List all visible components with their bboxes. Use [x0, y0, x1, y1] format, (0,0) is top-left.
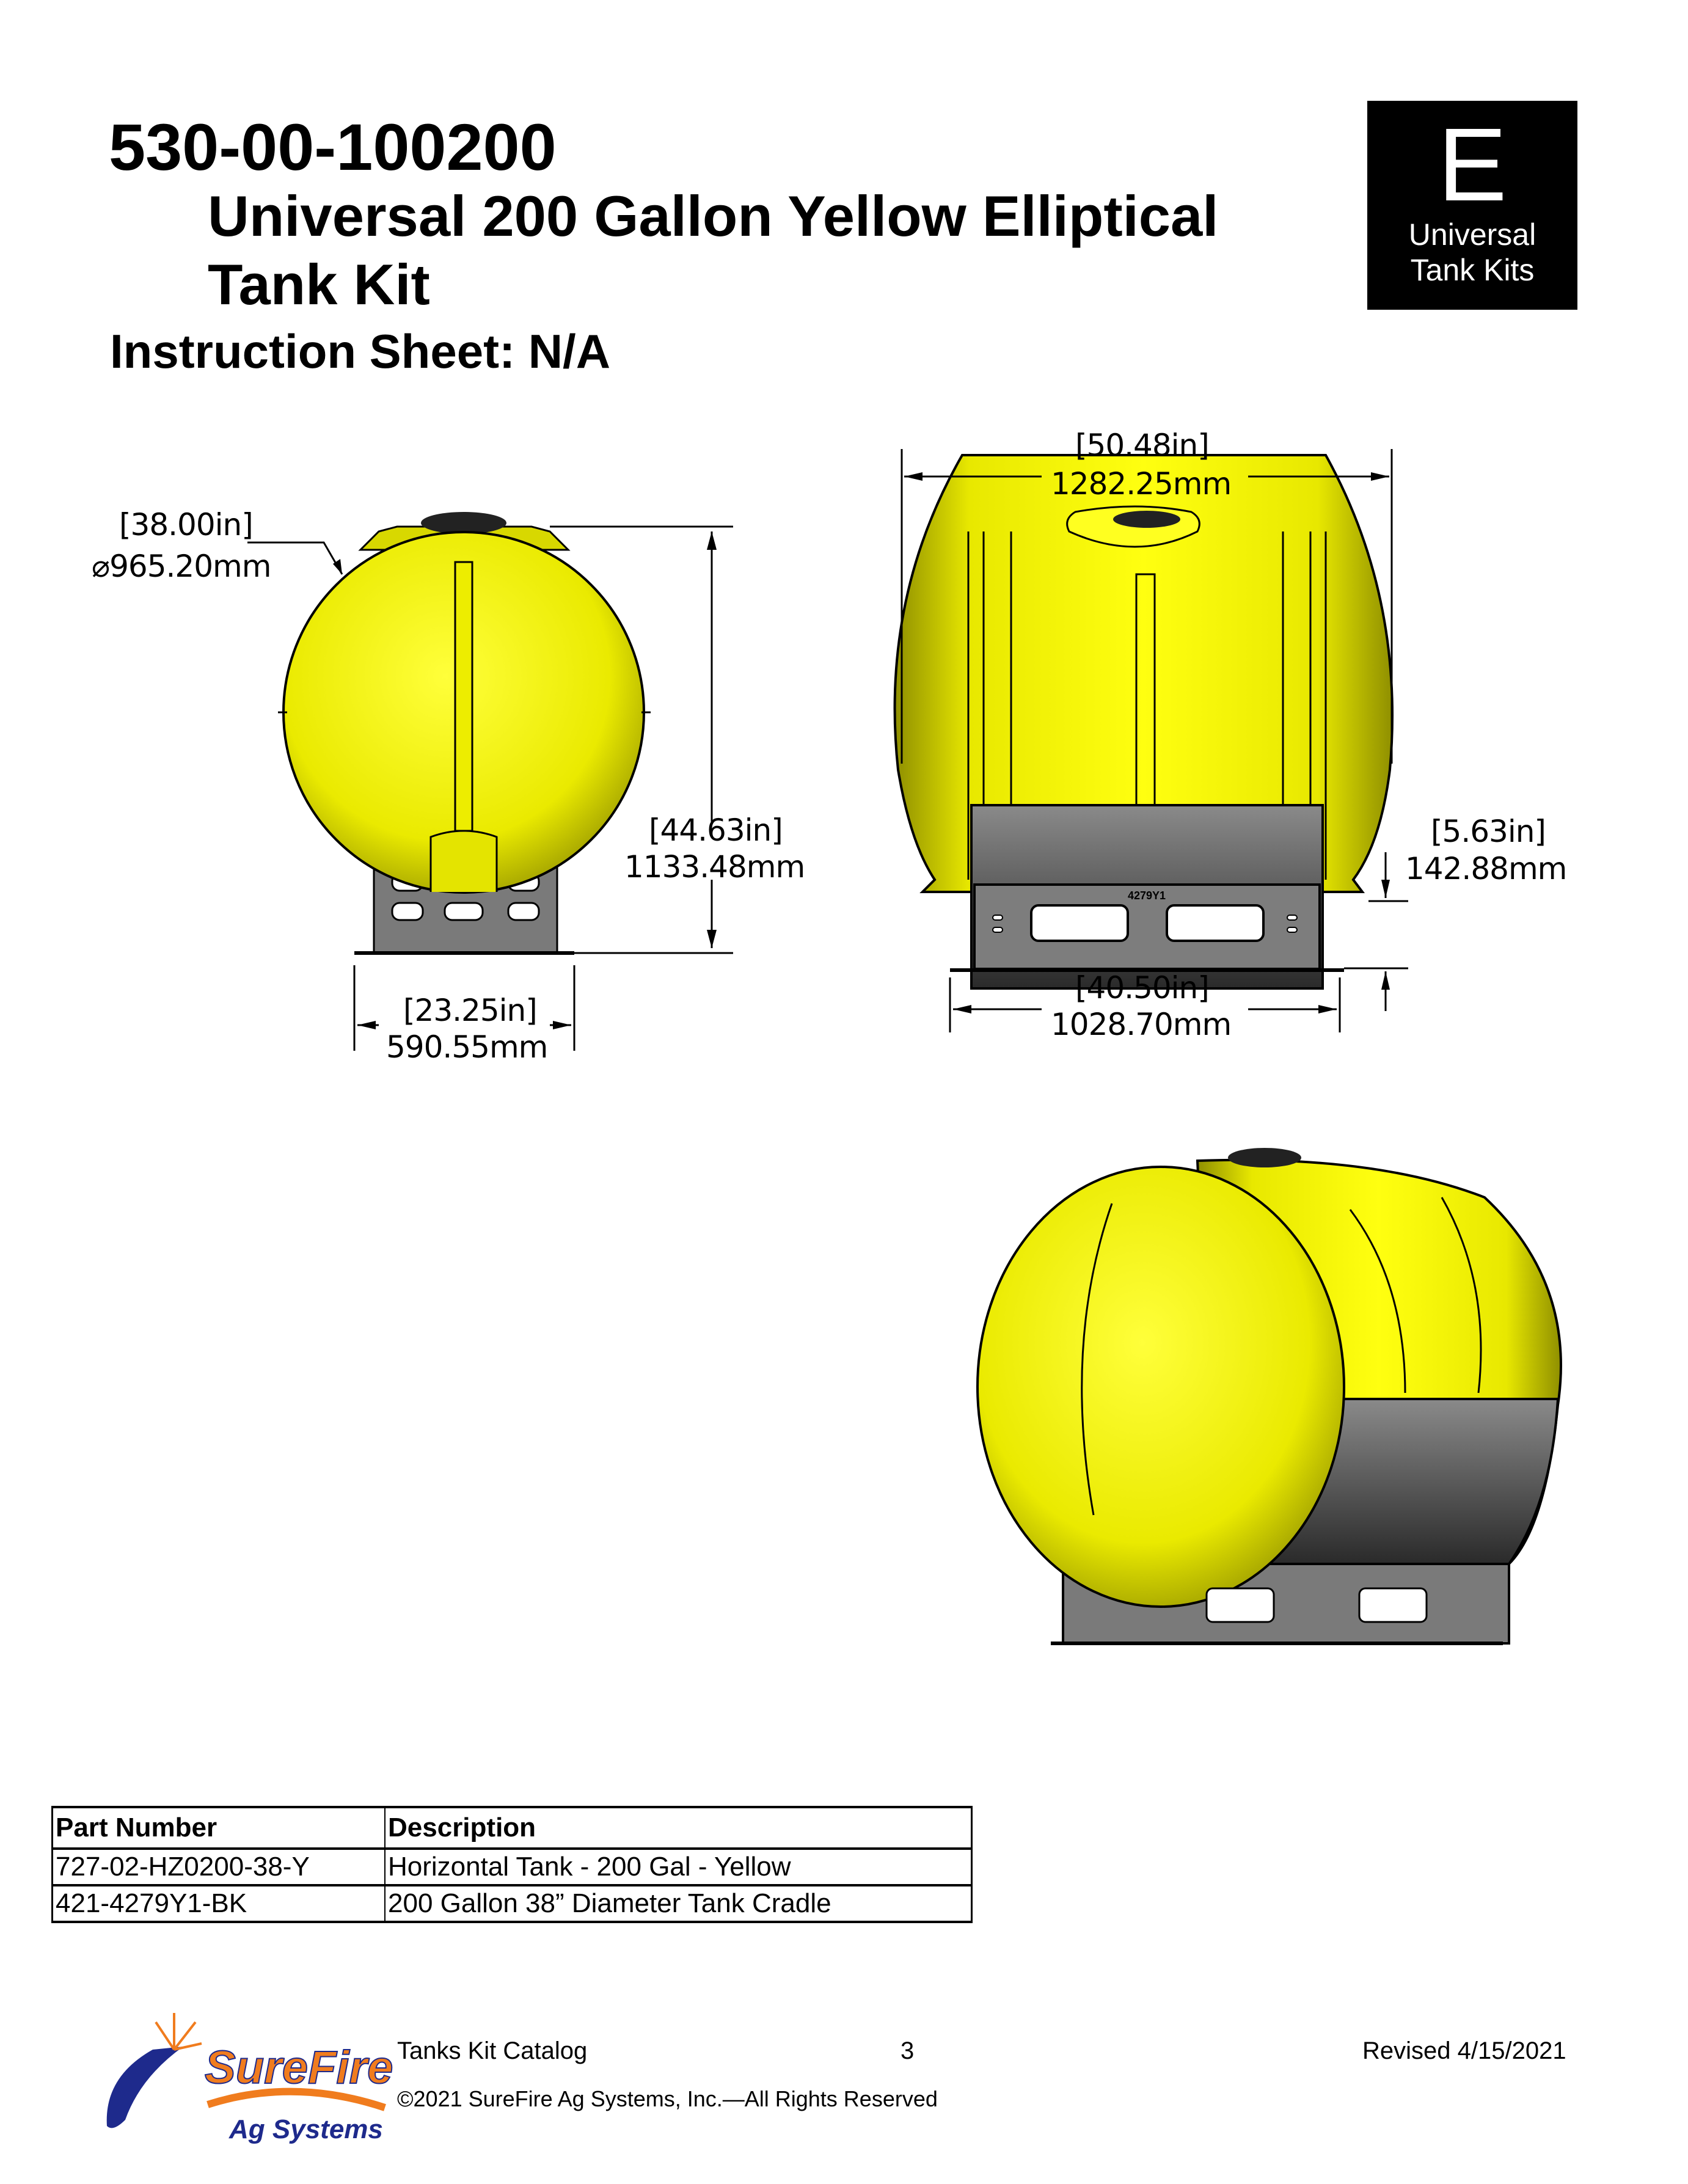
dim-front-base-mm: 1028.70mm: [1051, 1007, 1232, 1042]
table-header-row: [53, 1807, 972, 1849]
badge-line2: Tank Kits: [1410, 253, 1535, 287]
part-number-cell: 421-4279Y1-BK: [53, 1885, 385, 1922]
kit-title-line2: Tank Kit: [208, 252, 430, 316]
table-row: [53, 1885, 972, 1922]
footer-revised: Revised 4/15/2021: [1362, 2037, 1566, 2064]
kit-title-line1: Universal 200 Gallon Yellow Elliptical: [208, 184, 1219, 248]
part-number-title: 530-00-100200: [109, 110, 557, 184]
badge-letter: E: [1438, 107, 1507, 223]
side-view-tank: [247, 512, 733, 1051]
front-view-tank: [895, 449, 1408, 1032]
description-cell: Horizontal Tank - 200 Gal - Yellow: [385, 1849, 972, 1885]
part-number-cell: 727-02-HZ0200-38-Y: [53, 1849, 385, 1885]
svg-text:Ag Systems: Ag Systems: [229, 2114, 383, 2144]
surefire-logo: [107, 2013, 393, 2144]
dim-front-width-mm: 1282.25mm: [1051, 466, 1232, 502]
column-header-description: Description: [385, 1807, 972, 1849]
instruction-sheet: Instruction Sheet: N/A: [110, 324, 611, 378]
svg-text:SureFire: SureFire: [205, 2042, 393, 2094]
dim-side-height-in: [44.63in]: [649, 813, 783, 848]
footer-copyright: ©2021 SureFire Ag Systems, Inc.—All Rights Reserved: [397, 2086, 938, 2111]
column-header-part-number: Part Number: [53, 1807, 385, 1849]
description-cell: 200 Gallon 38” Diameter Tank Cradle: [385, 1885, 972, 1922]
dim-side-diameter-mm: ⌀965.20mm: [92, 549, 271, 584]
dim-front-clearance-in: [5.63in]: [1431, 814, 1546, 849]
dim-front-clearance-mm: 142.88mm: [1405, 851, 1567, 886]
dim-side-diameter-in: [38.00in]: [119, 507, 253, 542]
dim-side-height-mm: 1133.48mm: [624, 849, 805, 885]
footer-page-number: 3: [901, 2037, 915, 2064]
dim-side-base-mm: 590.55mm: [386, 1029, 548, 1065]
parts-table: [51, 1806, 973, 1923]
table-row: [53, 1849, 972, 1885]
footer-catalog: Tanks Kit Catalog: [397, 2037, 588, 2064]
dim-side-base-in: [23.25in]: [403, 993, 537, 1028]
dim-front-width-in: [50.48in]: [1075, 428, 1209, 463]
cradle-label: 4279Y1: [1127, 889, 1166, 902]
isometric-view-tank: [977, 1148, 1561, 1643]
badge-line1: Universal: [1408, 217, 1536, 252]
dim-front-base-in: [40.50in]: [1075, 970, 1209, 1006]
